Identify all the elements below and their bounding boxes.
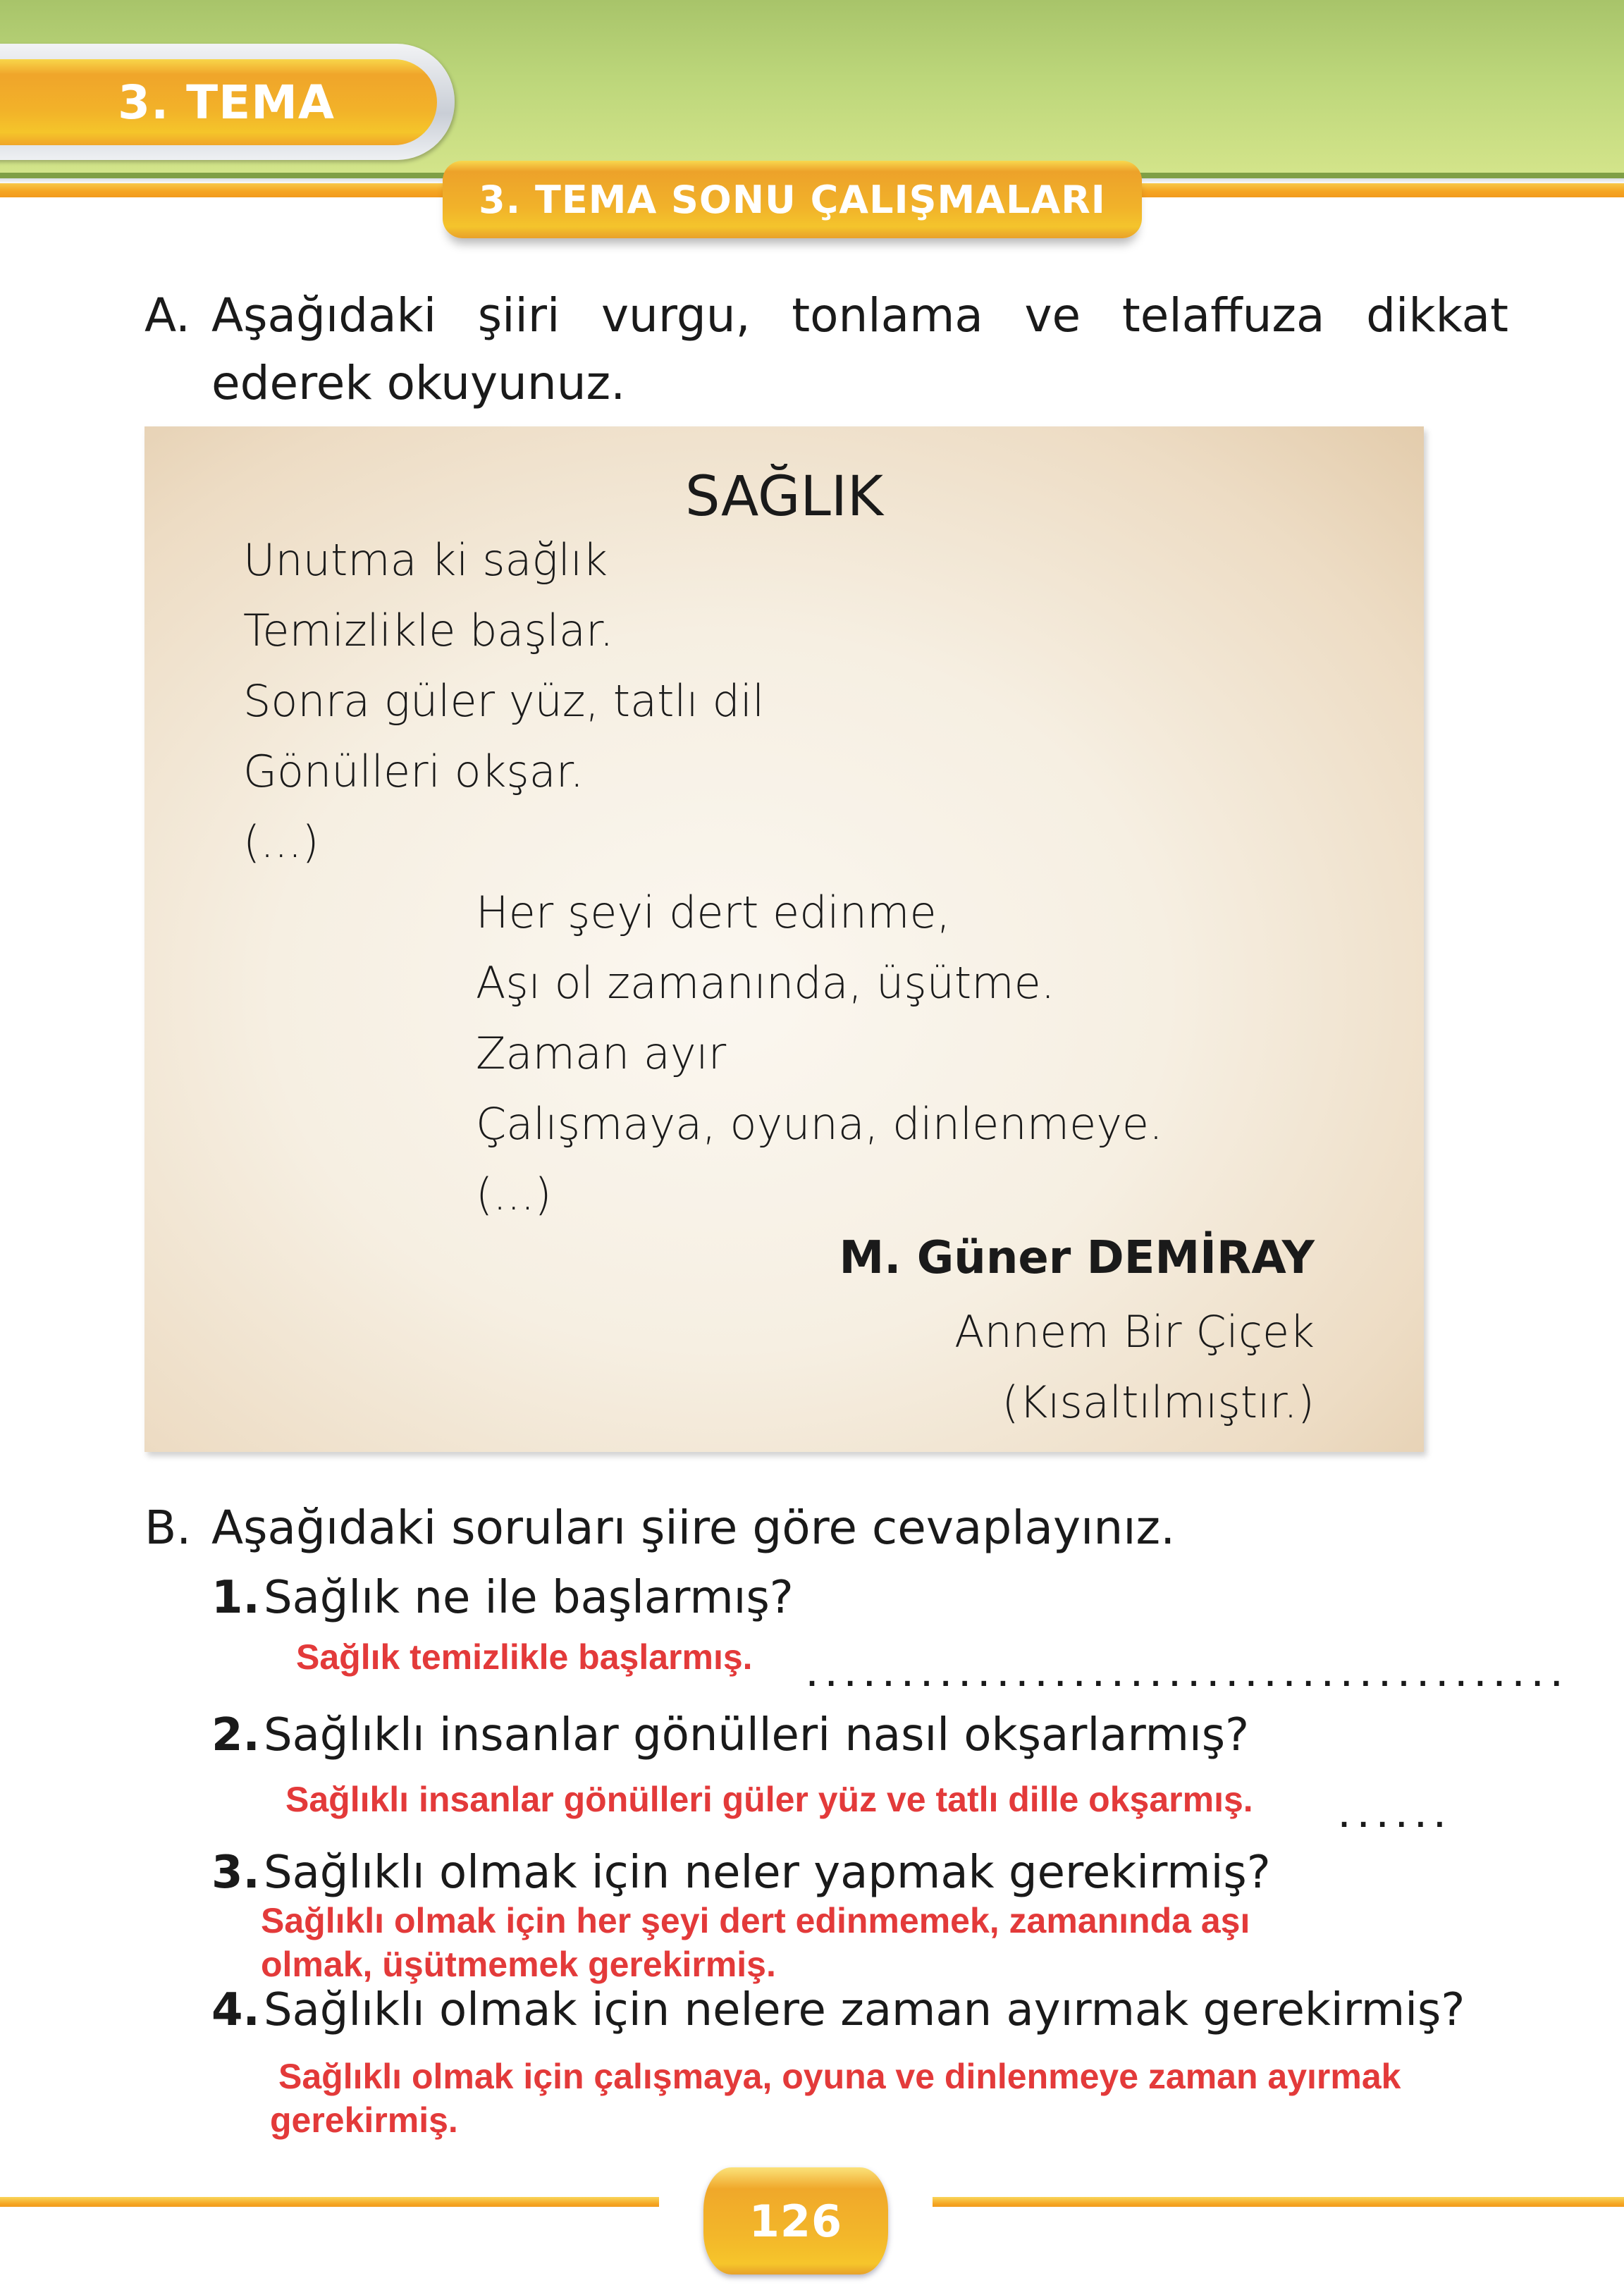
poem-line: Unutma ki sağlık bbox=[243, 534, 608, 586]
answer-line: Sağlıklı olmak için çalışmaya, oyuna ve dinlenmeye zaman ayırmak bbox=[278, 2057, 1401, 2096]
poem-line: Gönülleri okşar. bbox=[243, 746, 584, 797]
question-number: 4. bbox=[211, 1984, 260, 2036]
question-2 bbox=[211, 1709, 1249, 1761]
theme-tab-label: 3. TEMA bbox=[118, 75, 335, 130]
poem-title: SAĞLIK bbox=[685, 465, 883, 529]
poem-note: (Kısaltılmıştır.) bbox=[1002, 1377, 1315, 1428]
question-text: Sağlıklı insanlar gönülleri nasıl okşarlarmış? bbox=[263, 1709, 1250, 1761]
answer-2[interactable]: Sağlıklı insanlar gönülleri güler yüz ve tatlı dille okşarmış. bbox=[285, 1780, 1253, 1819]
section-b-label: B. bbox=[144, 1501, 192, 1555]
section-a-instruction-line2: ederek okuyunuz. bbox=[211, 356, 626, 410]
poem-line: (...) bbox=[243, 816, 319, 868]
answer-1[interactable]: Sağlık temizlikle başlarmış. bbox=[296, 1637, 753, 1677]
poem-line: Çalışmaya, oyuna, dinlenmeye. bbox=[476, 1098, 1163, 1150]
page-number-badge bbox=[703, 2167, 888, 2274]
answer-line: olmak, üşütmemek gerekirmiş. bbox=[261, 1945, 776, 1984]
answer-line: Sağlıklı olmak için her şeyi dert edinmemek, zamanında aşı bbox=[261, 1901, 1250, 1940]
question-4 bbox=[211, 1984, 1465, 2036]
poem-stanza-2 bbox=[476, 885, 1163, 1237]
answer-2-dotted-line: ...... bbox=[1336, 1802, 1451, 1834]
section-title-label: 3. TEMA SONU ÇALIŞMALARI bbox=[479, 177, 1106, 222]
section-a-heading bbox=[144, 282, 1508, 417]
question-3 bbox=[211, 1847, 1271, 1899]
answer-3[interactable] bbox=[261, 1899, 1250, 1986]
answer-1-dotted-line: ........................................ bbox=[804, 1661, 1568, 1693]
question-number: 1. bbox=[211, 1572, 260, 1624]
poem-line: Temizlikle başlar. bbox=[243, 605, 614, 656]
answer-4[interactable] bbox=[270, 2055, 1401, 2142]
section-a-label: A. bbox=[144, 288, 190, 343]
question-number: 3. bbox=[211, 1847, 260, 1899]
section-a-instruction-line1: Aşağıdaki şiiri vurgu, tonlama ve telaffuza dikkat bbox=[211, 288, 1508, 343]
question-1 bbox=[211, 1572, 794, 1624]
footer-line-right bbox=[933, 2197, 1624, 2207]
poem-line: Her şeyi dert edinme, bbox=[476, 887, 951, 938]
section-title-tab bbox=[443, 161, 1142, 238]
poem-line: (...) bbox=[476, 1169, 552, 1220]
question-text: Sağlık ne ile başlarmış? bbox=[263, 1572, 794, 1624]
section-b-instruction: Aşağıdaki soruları şiire göre cevaplayınız. bbox=[211, 1501, 1176, 1555]
poem-card bbox=[144, 426, 1424, 1452]
footer-line-left bbox=[0, 2197, 659, 2207]
poem-attribution bbox=[839, 1230, 1315, 1445]
answer-line: gerekirmiş. bbox=[270, 2100, 458, 2140]
question-text: Sağlıklı olmak için neler yapmak gerekirmiş? bbox=[263, 1847, 1271, 1899]
question-number: 2. bbox=[211, 1709, 260, 1761]
poem-stanza-1 bbox=[243, 532, 764, 885]
theme-tab bbox=[0, 59, 437, 145]
poem-line: Aşı ol zamanında, üşütme. bbox=[476, 957, 1055, 1009]
poem-author: M. Güner DEMİRAY bbox=[839, 1232, 1315, 1284]
poem-source: Annem Bir Çiçek bbox=[954, 1306, 1315, 1358]
question-text: Sağlıklı olmak için nelere zaman ayırmak gerekirmiş? bbox=[263, 1984, 1465, 2036]
page-number: 126 bbox=[749, 2195, 843, 2247]
section-b-heading bbox=[144, 1494, 1175, 1562]
poem-line: Zaman ayır bbox=[476, 1028, 727, 1079]
poem-line: Sonra güler yüz, tatlı dil bbox=[243, 675, 765, 727]
